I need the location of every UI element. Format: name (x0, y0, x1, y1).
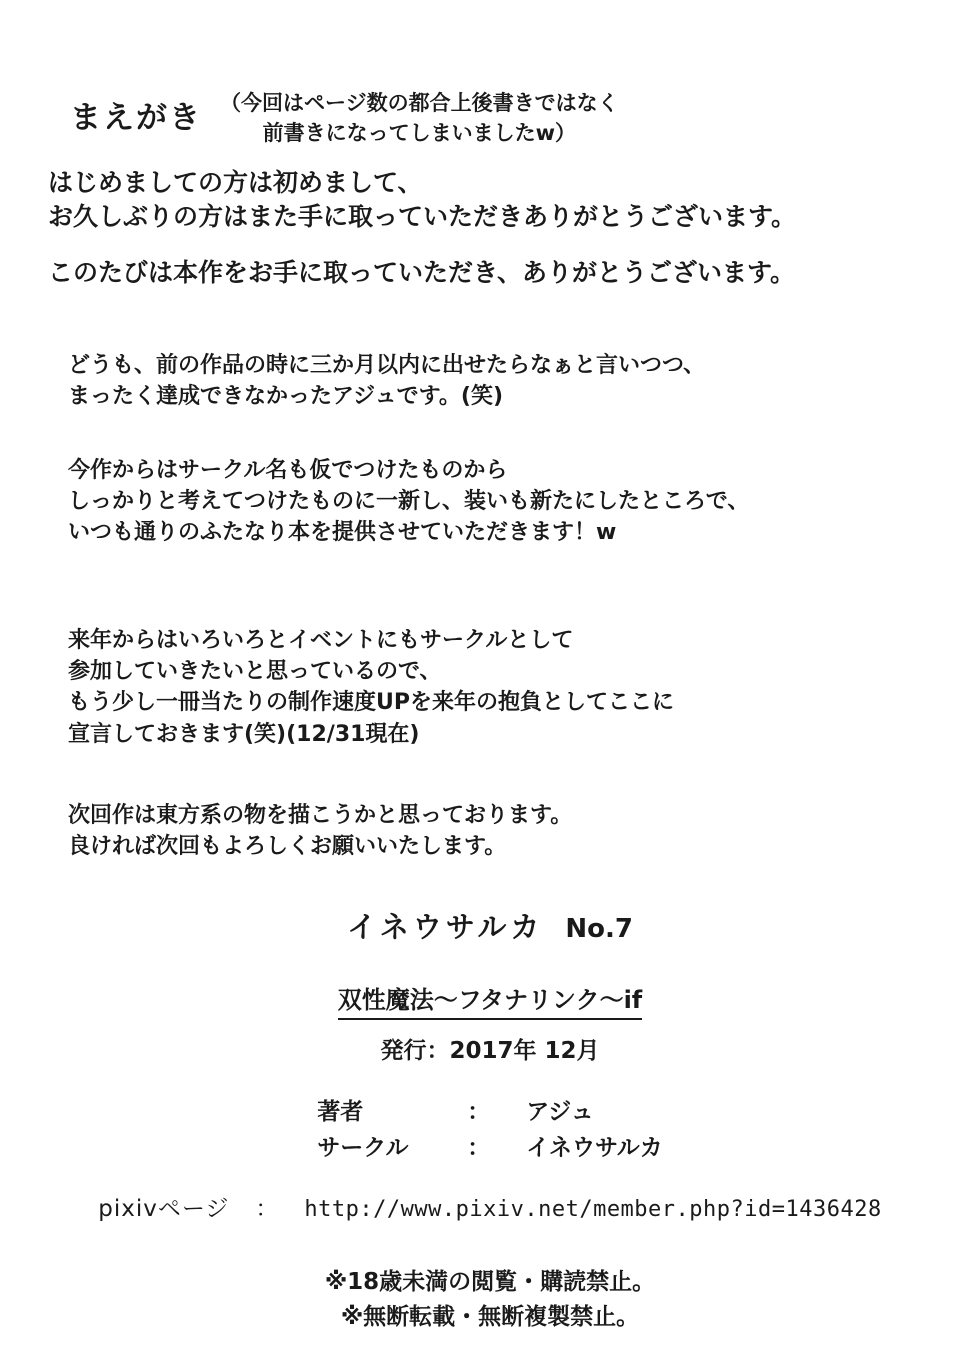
paragraph-3-line-4: 宣言しておきます(笑)(12/31現在) (68, 721, 420, 747)
notices-block (0, 1265, 980, 1334)
work-title-row (0, 980, 980, 1032)
intro-line-2: お久しぶりの方はまた手に取っていただきありがとうございます。 (48, 202, 797, 231)
credit-value-author: アジュ (526, 1099, 594, 1125)
paragraph-4 (68, 800, 948, 862)
paragraph-3 (68, 625, 948, 750)
work-title: 双性魔法〜フタナリンク〜if (338, 980, 643, 1020)
paragraph-3-line-2: 参加していきたいと思っているので、 (68, 659, 442, 685)
intro-spacer (48, 234, 948, 256)
notice-reproduction-ban: ※無断転載・無断複製禁止。 (340, 1303, 640, 1330)
credit-row-author (317, 1095, 663, 1131)
preface-heading (70, 88, 930, 149)
pixiv-url[interactable]: http://www.pixiv.net/member.php?id=1436428 (304, 1197, 882, 1223)
publication-date: 発行：2017年 12月 (380, 1038, 600, 1064)
preface-note (220, 88, 619, 149)
credit-sep-circle: ： (467, 1134, 491, 1161)
paragraph-2-line-2: しっかりと考えてつけたものに一新し、装いも新たにしたところで、 (68, 489, 750, 515)
circle-name-line (0, 905, 980, 946)
paragraph-2 (68, 455, 948, 549)
preface-note-line-1: （今回はページ数の都合上後書きではなく (220, 91, 619, 115)
credits-block (317, 1095, 663, 1166)
paragraph-2-line-3: いつも通りのふたなり本を提供させていただきます！w (68, 520, 617, 546)
colophon (0, 905, 980, 1334)
credit-row-circle (317, 1131, 663, 1167)
credit-key-author: 著者 (317, 1099, 364, 1125)
issue-number: No.7 (565, 914, 633, 944)
paragraph-4-line-1: 次回作は東方系の物を描こうかと思っております。 (68, 803, 573, 828)
intro-line-3: このたびは本作をお手に取っていただき、ありがとうございます。 (48, 258, 796, 287)
intro-line-1: はじめましての方は初めまして、 (48, 168, 423, 197)
intro-block (48, 166, 948, 290)
paragraph-1-line-2: まったく達成できなかったアジュです。(笑) (68, 384, 504, 410)
paragraph-3-line-3: もう少し一冊当たりの制作速度UPを来年の抱負としてここに (68, 690, 674, 716)
preface-note-line-2: 前書きになってしまいましたw） (262, 121, 576, 146)
circle-name: イネウサルカ (347, 910, 544, 944)
paragraph-4-line-2: 良ければ次回もよろしくお願いいたします。 (68, 834, 507, 860)
credit-value-circle: イネウサルカ (526, 1134, 663, 1161)
credit-key-circle: サークル (317, 1134, 409, 1161)
paragraph-2-line-1: 今作からはサークル名も仮でつけたものから (68, 458, 508, 483)
preface-title: まえがき (70, 100, 202, 136)
credit-sep-author: ： (467, 1099, 491, 1125)
paragraph-3-line-1: 来年からはいろいろとイベントにもサークルとして (68, 628, 574, 653)
paragraph-1-line-1: どうも、前の作品の時に三か月以内に出せたらなぁと言いつつ、 (68, 353, 706, 378)
notice-age-restriction: ※18歳未満の閲覧・購読禁止。 (324, 1269, 656, 1296)
pixiv-row (0, 1190, 980, 1223)
pixiv-colon: ： (255, 1196, 279, 1223)
paragraph-1 (68, 350, 948, 412)
pixiv-label: pixivページ (98, 1196, 230, 1223)
